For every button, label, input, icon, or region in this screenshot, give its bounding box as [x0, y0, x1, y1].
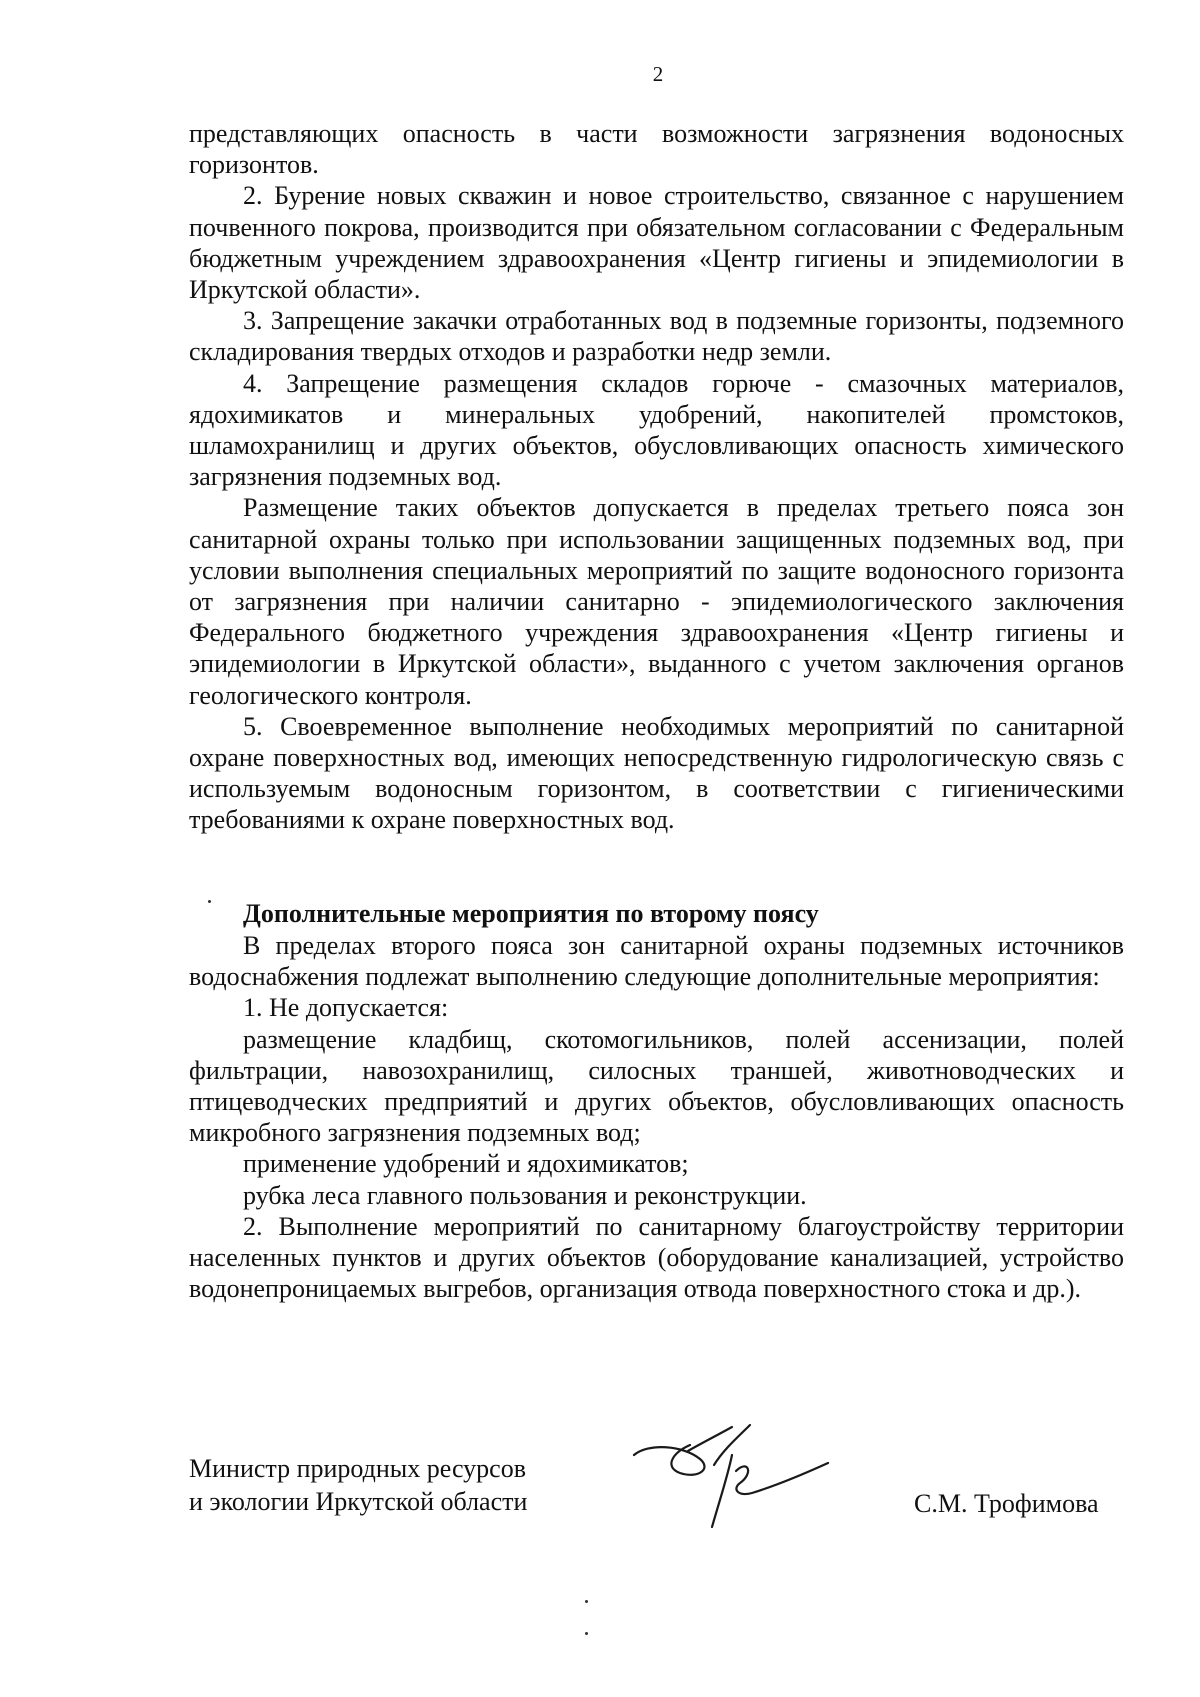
paragraph: 2. Выполнение мероприятий по санитарному благоустройству территории населенных пунктов и других объектов (оборудование канализацией, устройство водонепроницаемых выгребов, организация отвода поверхностного стока и др.). [189, 1211, 1124, 1304]
signatory-name: С.М. Трофимова [914, 1489, 1099, 1518]
signatory-position-line: Министр природных ресурсов [189, 1454, 526, 1483]
paragraph: 5. Своевременное выполнение необходимых мероприятий по санитарной охране поверхностных вод, имеющих непосредственную гидрологическую связь с используемым водоносным горизонтом, в соответствии с гигиеническими требованиями к охране поверхностных вод. [189, 711, 1124, 835]
handwritten-signature [628, 1415, 848, 1545]
paragraph: 4. Запрещение размещения складов горюче - смазочных материалов, ядохимикатов и минеральных удобрений, накопителей промстоков, шламохранилищ и других объектов, обусловливающих опасность химического загрязнения подземных вод. [189, 368, 1124, 492]
section-heading: Дополнительные мероприятия по второму поясу [243, 899, 819, 928]
page-number: 2 [652, 62, 664, 86]
paragraph: Размещение таких объектов допускается в пределах третьего пояса зон санитарной охраны только при использовании защищенных подземных вод, при условии выполнения специальных мероприятий по защите водоносного горизонта от загрязнения при наличии санитарно - эпидемиологического заключения Федерального бюджетного учреждения здравоохранения «Центр гигиены и эпидемиологии в Иркутской области», выданного с учетом заключения органов геологического контроля. [189, 493, 1124, 710]
text-block-third-zone [189, 118, 1124, 836]
paragraph: 1. Не допускается: [243, 993, 449, 1023]
paragraph: применение удобрений и ядохимикатов; [243, 1149, 689, 1179]
scan-speck [585, 1632, 588, 1635]
paragraph: рубка леса главного пользования и реконструкции. [243, 1180, 807, 1210]
paragraph: 2. Бурение новых скважин и новое строительство, связанное с нарушением почвенного покрова, производится при обязательном согласовании с Федеральным бюджетным учреждением здравоохранения «Центр гигиены и эпидемиологии в Иркутской области». [189, 181, 1124, 305]
paragraph: 3. Запрещение закачки отработанных вод в подземные горизонты, подземного складирования твердых отходов и разработки недр земли. [189, 306, 1124, 367]
paragraph: представляющих опасность в части возможности загрязнения водоносных горизонтов. [189, 119, 1124, 180]
signatory-position [189, 1452, 527, 1518]
paragraph: размещение кладбищ, скотомогильников, полей ассенизации, полей фильтрации, навозохранилищ, силосных траншей, животноводческих и птицеводческих предприятий и других объектов, обусловливающих опасность микробного загрязнения подземных вод; [189, 1024, 1124, 1148]
paragraph: В пределах второго пояса зон санитарной охраны подземных источников водоснабжения подлежат выполнению следующие дополнительные мероприятия: [189, 931, 1124, 992]
scan-speck [585, 1600, 588, 1603]
text-block-second-zone [189, 930, 1124, 1304]
scan-speck [208, 900, 211, 903]
signatory-position-line: и экологии Иркутской области [189, 1487, 528, 1516]
